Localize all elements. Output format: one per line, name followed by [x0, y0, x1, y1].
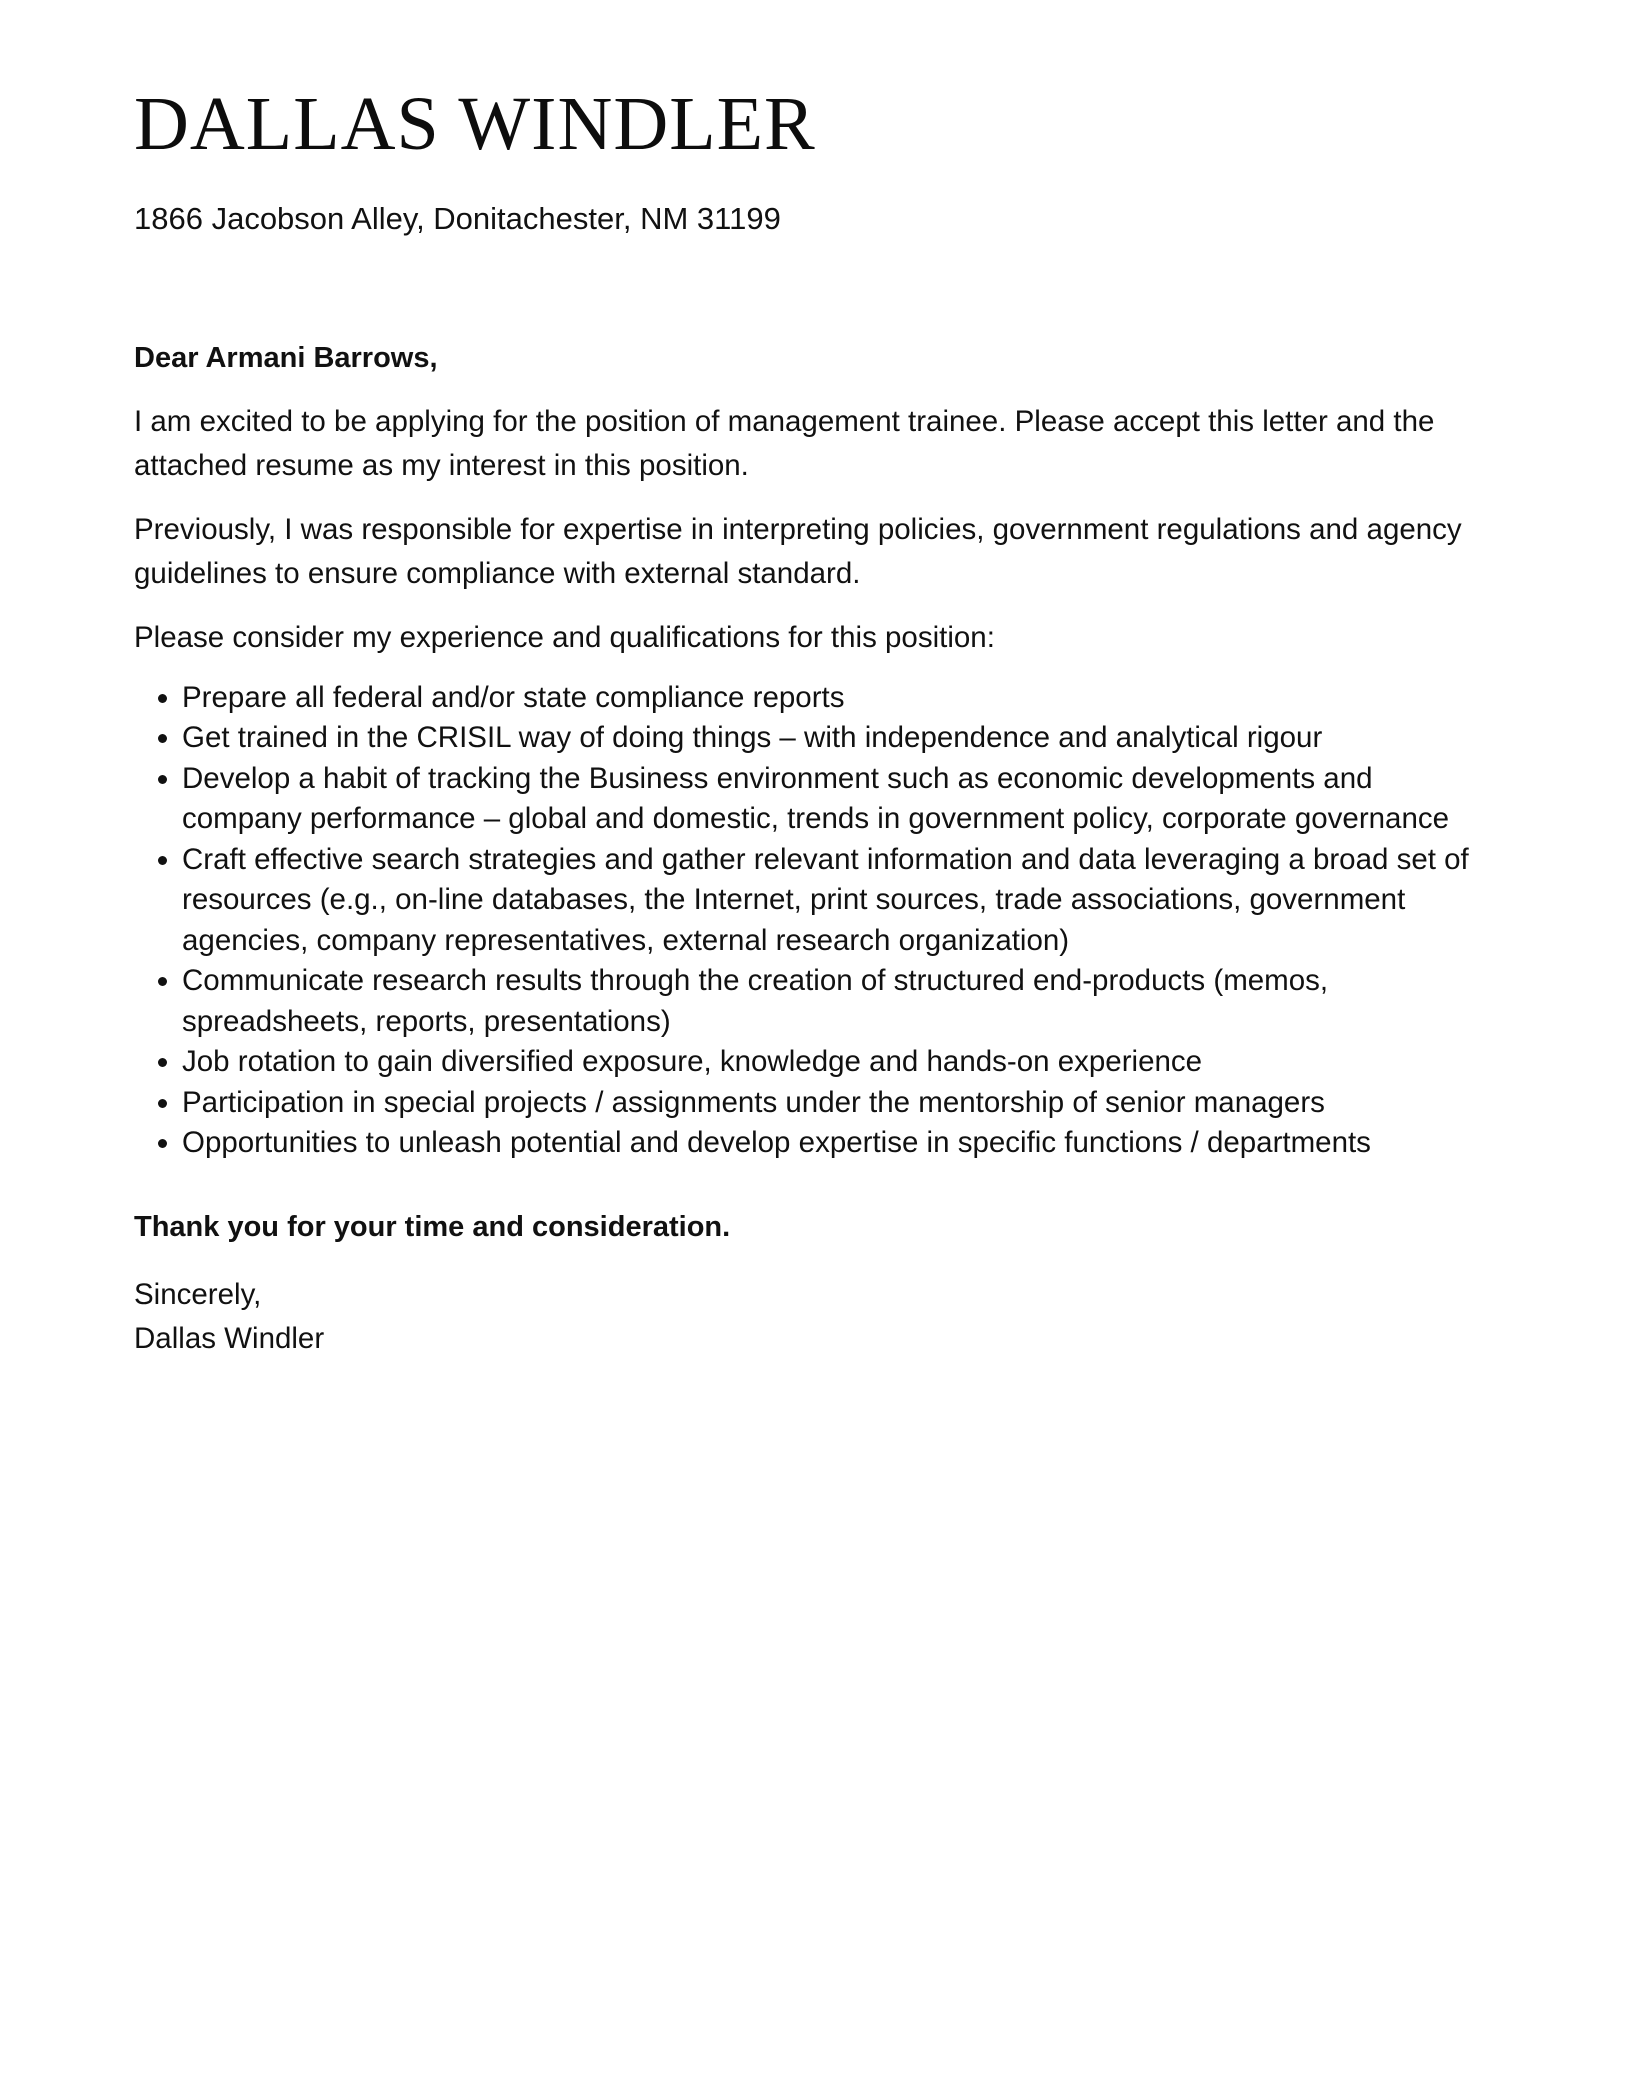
- sender-address: 1866 Jacobson Alley, Donitachester, NM 31199: [134, 201, 781, 236]
- paragraph-intro: I am excited to be applying for the position of management trainee. Please accept this letter and the attached resume as my interest in this position.: [134, 404, 1435, 482]
- list-item: • Prepare all federal and/or state compliance reports: [182, 678, 1494, 719]
- list-item: • Participation in special projects / assignments under the mentorship of senior managers: [182, 1083, 1494, 1124]
- salutation: Dear Armani Barrows,: [134, 342, 438, 375]
- signoff: Sincerely,: [134, 1277, 262, 1311]
- closing-line: Thank you for your time and consideration.: [134, 1210, 731, 1243]
- signature-name: Dallas Windler: [134, 1321, 325, 1355]
- list-item: • Communicate research results through the creation of structured end-products (memos, spreadsheets, reports, presentations): [182, 961, 1494, 1042]
- list-item: • Develop a habit of tracking the Business environment such as economic developments and company performance – global and domestic, trends in government policy, corporate governance: [182, 759, 1494, 840]
- signoff-block: [134, 1273, 1494, 1361]
- qualifications-list: [134, 678, 1494, 1164]
- list-item: • Get trained in the CRISIL way of doing things – with independence and analytical rigour: [182, 718, 1494, 759]
- paragraph-experience: Previously, I was responsible for expertise in interpreting policies, government regulations and agency guidelines to ensure compliance with external standard.: [134, 512, 1462, 590]
- list-item: • Job rotation to gain diversified exposure, knowledge and hands-on experience: [182, 1042, 1494, 1083]
- paragraph-qualifications-lead: Please consider my experience and qualifications for this position:: [134, 620, 995, 654]
- sender-name: DALLAS WINDLER: [134, 82, 816, 166]
- cover-letter: [134, 82, 1494, 1361]
- list-item: • Craft effective search strategies and gather relevant information and data leveraging a broad set of resources (e.g., on-line databases, the Internet, print sources, trade associations, government agencies, company representatives, external research organization): [182, 840, 1494, 962]
- list-item: • Opportunities to unleash potential and develop expertise in specific functions / departments: [182, 1123, 1494, 1164]
